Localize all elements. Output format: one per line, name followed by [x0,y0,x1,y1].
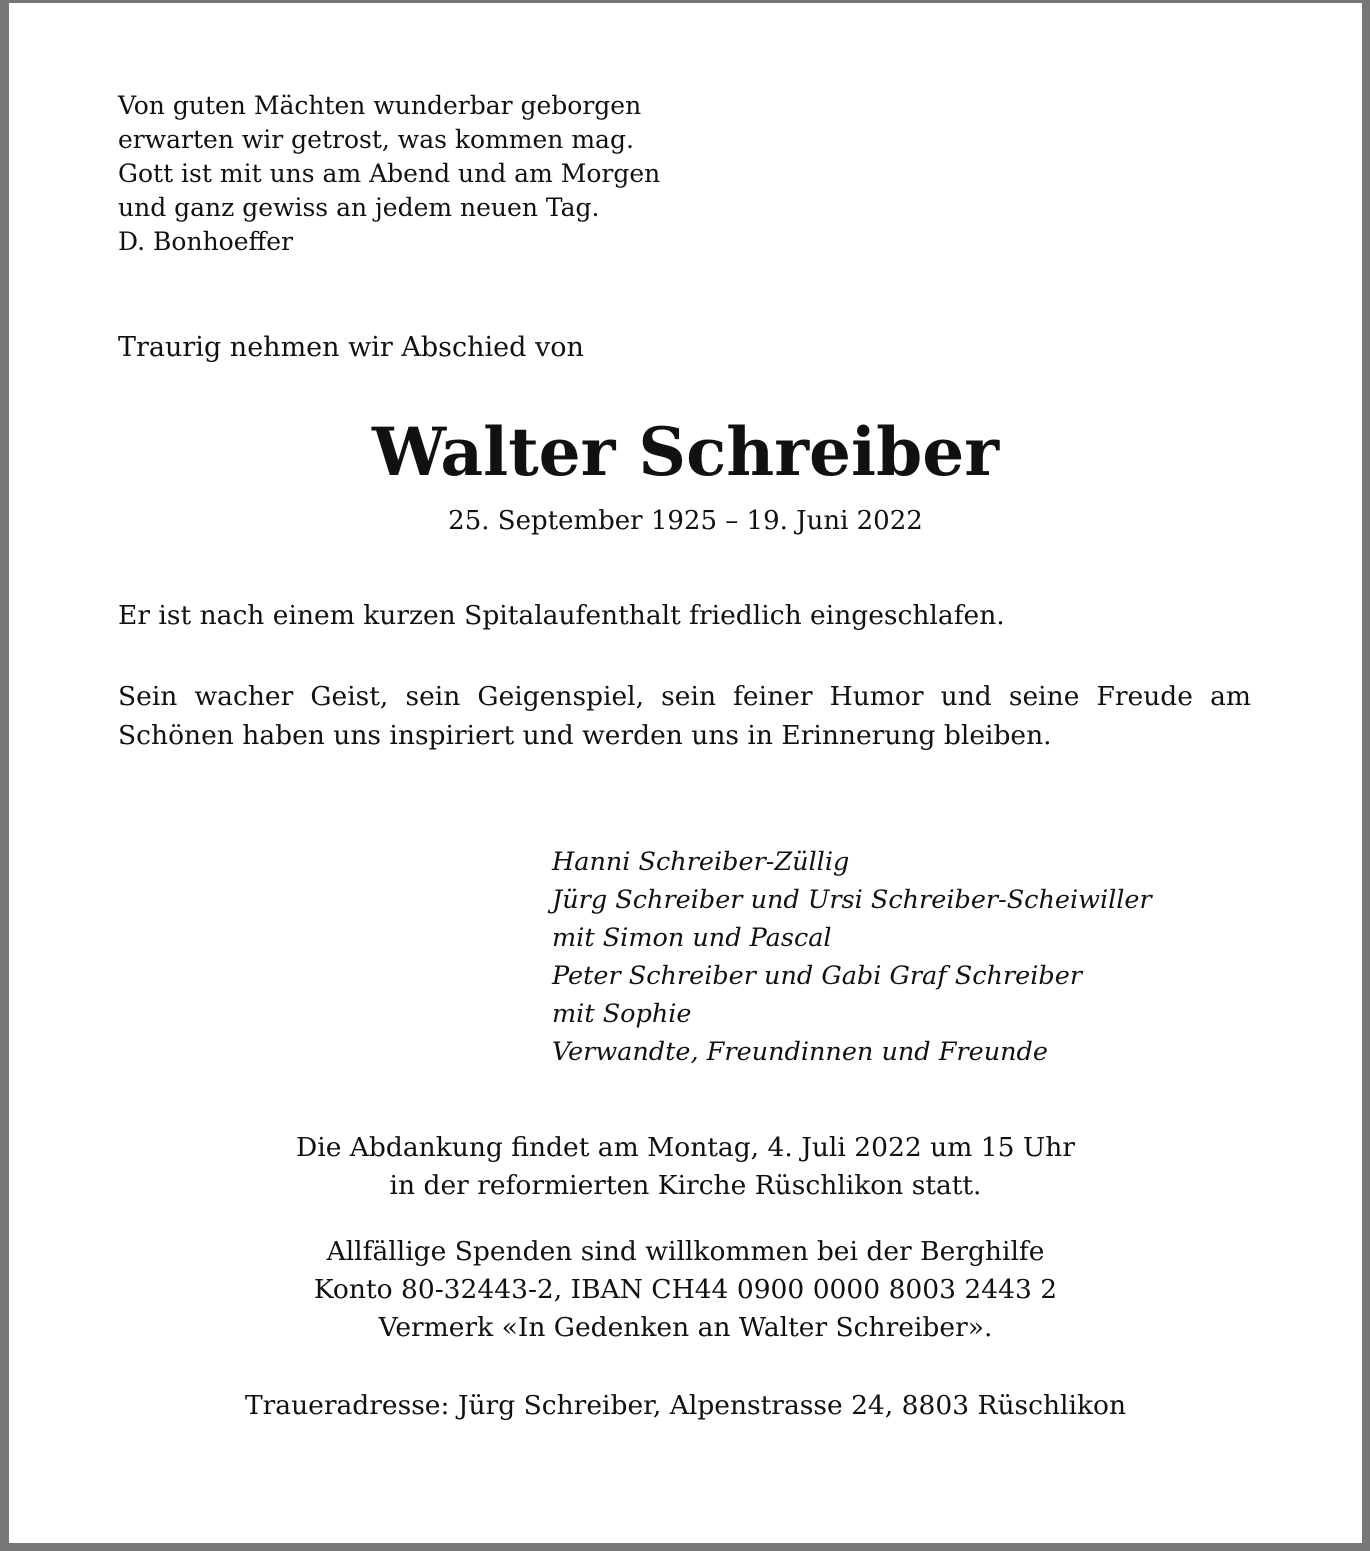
service-line: Die Abdankung findet am Montag, 4. Juli 2022 um 15 Uhr [295,1132,1076,1163]
service-line: in der reformierten Kirche Rüschlikon statt. [389,1170,982,1201]
mourner: Peter Schreiber und Gabi Graf Schreiber [552,961,1083,991]
quote-line: Gott ist mit uns am Abend und am Morgen [118,159,661,188]
bonhoeffer-quote [118,89,660,259]
mourner: Jürg Schreiber und Ursi Schreiber-Scheiwiller [552,885,1152,915]
donation-line: Vermerk «In Gedenken an Walter Schreiber». [378,1312,993,1343]
donation-line: Allfällige Spenden sind willkommen bei der Berghilfe [326,1236,1045,1267]
mourning-address: Traueradresse: Jürg Schreiber, Alpenstrasse 24, 8803 Rüschlikon [244,1390,1127,1421]
service-info [9,1129,1362,1205]
mourner: mit Sophie [552,999,692,1029]
life-dates: 25. September 1925 – 19. Juni 2022 [448,506,923,536]
mourners-list [552,843,1152,1071]
deceased-name: Walter Schreiber [371,413,1000,491]
donation-info [9,1233,1362,1347]
quote-line: und ganz gewiss an jedem neuen Tag. [118,193,600,222]
mourner: Verwandte, Freundinnen und Freunde [552,1037,1048,1067]
paragraph-memory: Sein wacher Geist, sein Geigenspiel, sein feiner Humor und seine Freude am Schönen haben uns inspiriert und werden uns in Erinnerung bleiben. [118,681,1251,751]
quote-line: erwarten wir getrost, was kommen mag. [118,125,634,154]
intro-text: Traurig nehmen wir Abschied von [118,332,584,363]
mourner: Hanni Schreiber-Züllig [552,847,850,877]
quote-author: D. Bonhoeffer [118,227,294,256]
obituary-page [9,3,1362,1543]
quote-line: Von guten Mächten wunderbar geborgen [118,91,642,120]
paragraph-passing: Er ist nach einem kurzen Spitalaufenthalt friedlich eingeschlafen. [118,600,1005,631]
donation-line: Konto 80-32443-2, IBAN CH44 0900 0000 8003 2443 2 [313,1274,1058,1305]
mourner: mit Simon und Pascal [552,923,832,953]
